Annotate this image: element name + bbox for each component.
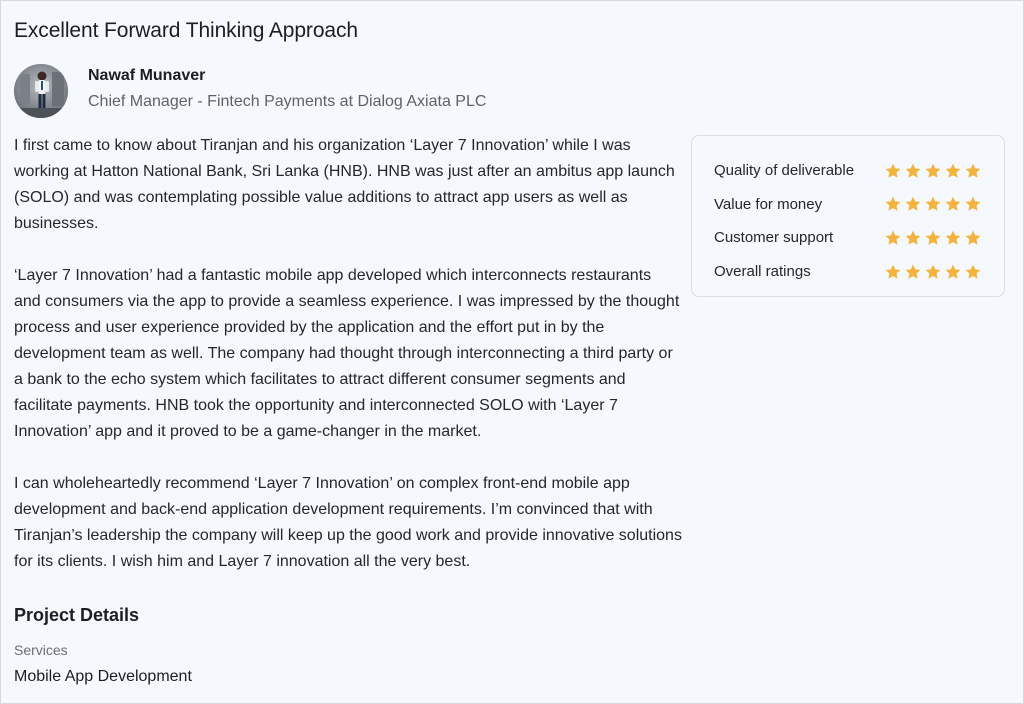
- project-details-heading: Project Details: [14, 605, 140, 625]
- star-icon: [924, 162, 942, 180]
- rating-row: [714, 255, 982, 289]
- star-icon: [944, 229, 962, 247]
- star-icon: [924, 263, 942, 281]
- star-icon: [904, 229, 922, 247]
- star-icon: [884, 229, 902, 247]
- star-icon: [944, 195, 962, 213]
- reviewer-name: Nawaf Munaver: [88, 67, 206, 84]
- star-rating: [884, 162, 982, 180]
- rating-label: Overall ratings: [714, 263, 811, 281]
- star-icon: [944, 162, 962, 180]
- rating-row: [714, 154, 982, 188]
- reviewer-role: Chief Manager - Fintech Payments at Dialog Axiata PLC: [88, 93, 487, 110]
- star-icon: [884, 162, 902, 180]
- star-icon: [904, 263, 922, 281]
- star-icon: [884, 195, 902, 213]
- star-icon: [964, 229, 982, 247]
- rating-label: Quality of deliverable: [714, 162, 855, 180]
- star-icon: [964, 263, 982, 281]
- rating-label: Customer support: [714, 229, 834, 247]
- star-rating: [884, 263, 982, 281]
- star-icon: [964, 162, 982, 180]
- review-body: [14, 133, 682, 601]
- rating-row: [714, 188, 982, 222]
- services-value: Mobile App Development: [14, 668, 192, 685]
- avatar: [14, 64, 68, 118]
- rating-row: [714, 221, 982, 255]
- person-photo-icon: [14, 64, 68, 118]
- review-paragraph: I can wholeheartedly recommend ‘Layer 7 Innovation’ on complex front-end mobile app development and back-end application development requirements. I’m convinced that with Tiranjan’s leadership the company will keep up the good work and provide innovative solutions for its clients. I wish him and Layer 7 innovation all the very best.: [14, 475, 682, 570]
- star-icon: [924, 195, 942, 213]
- star-rating: [884, 195, 982, 213]
- star-icon: [904, 162, 922, 180]
- star-icon: [944, 263, 962, 281]
- review-title: Excellent Forward Thinking Approach: [14, 19, 358, 42]
- rating-label: Value for money: [714, 195, 823, 213]
- star-icon: [884, 263, 902, 281]
- ratings-panel: [691, 135, 1005, 297]
- star-icon: [904, 195, 922, 213]
- review-paragraph: ‘Layer 7 Innovation’ had a fantastic mobile app developed which interconnects restaurants and consumers via the app to provide a seamless experience. I was impressed by the thought process and user experience provided by the application and the effort put in by the development team as well. The company had thought through interconnecting a third party or a bank to the echo system which facilitates to attract different consumer segments and facilitate payments. HNB took the opportunity and interconnected SOLO with ‘Layer 7 Innovation’ app and it proved to be a game-changer in the market.: [14, 267, 680, 440]
- services-label: Services: [14, 642, 68, 658]
- review-paragraph: I first came to know about Tiranjan and his organization ‘Layer 7 Innovation’ while I was working at Hatton National Bank, Sri Lanka (HNB). HNB was just after an ambitus app launch (SOLO) and was contemplating possible value additions to attract app users as well as businesses.: [14, 137, 675, 232]
- star-icon: [964, 195, 982, 213]
- star-icon: [924, 229, 942, 247]
- star-rating: [884, 229, 982, 247]
